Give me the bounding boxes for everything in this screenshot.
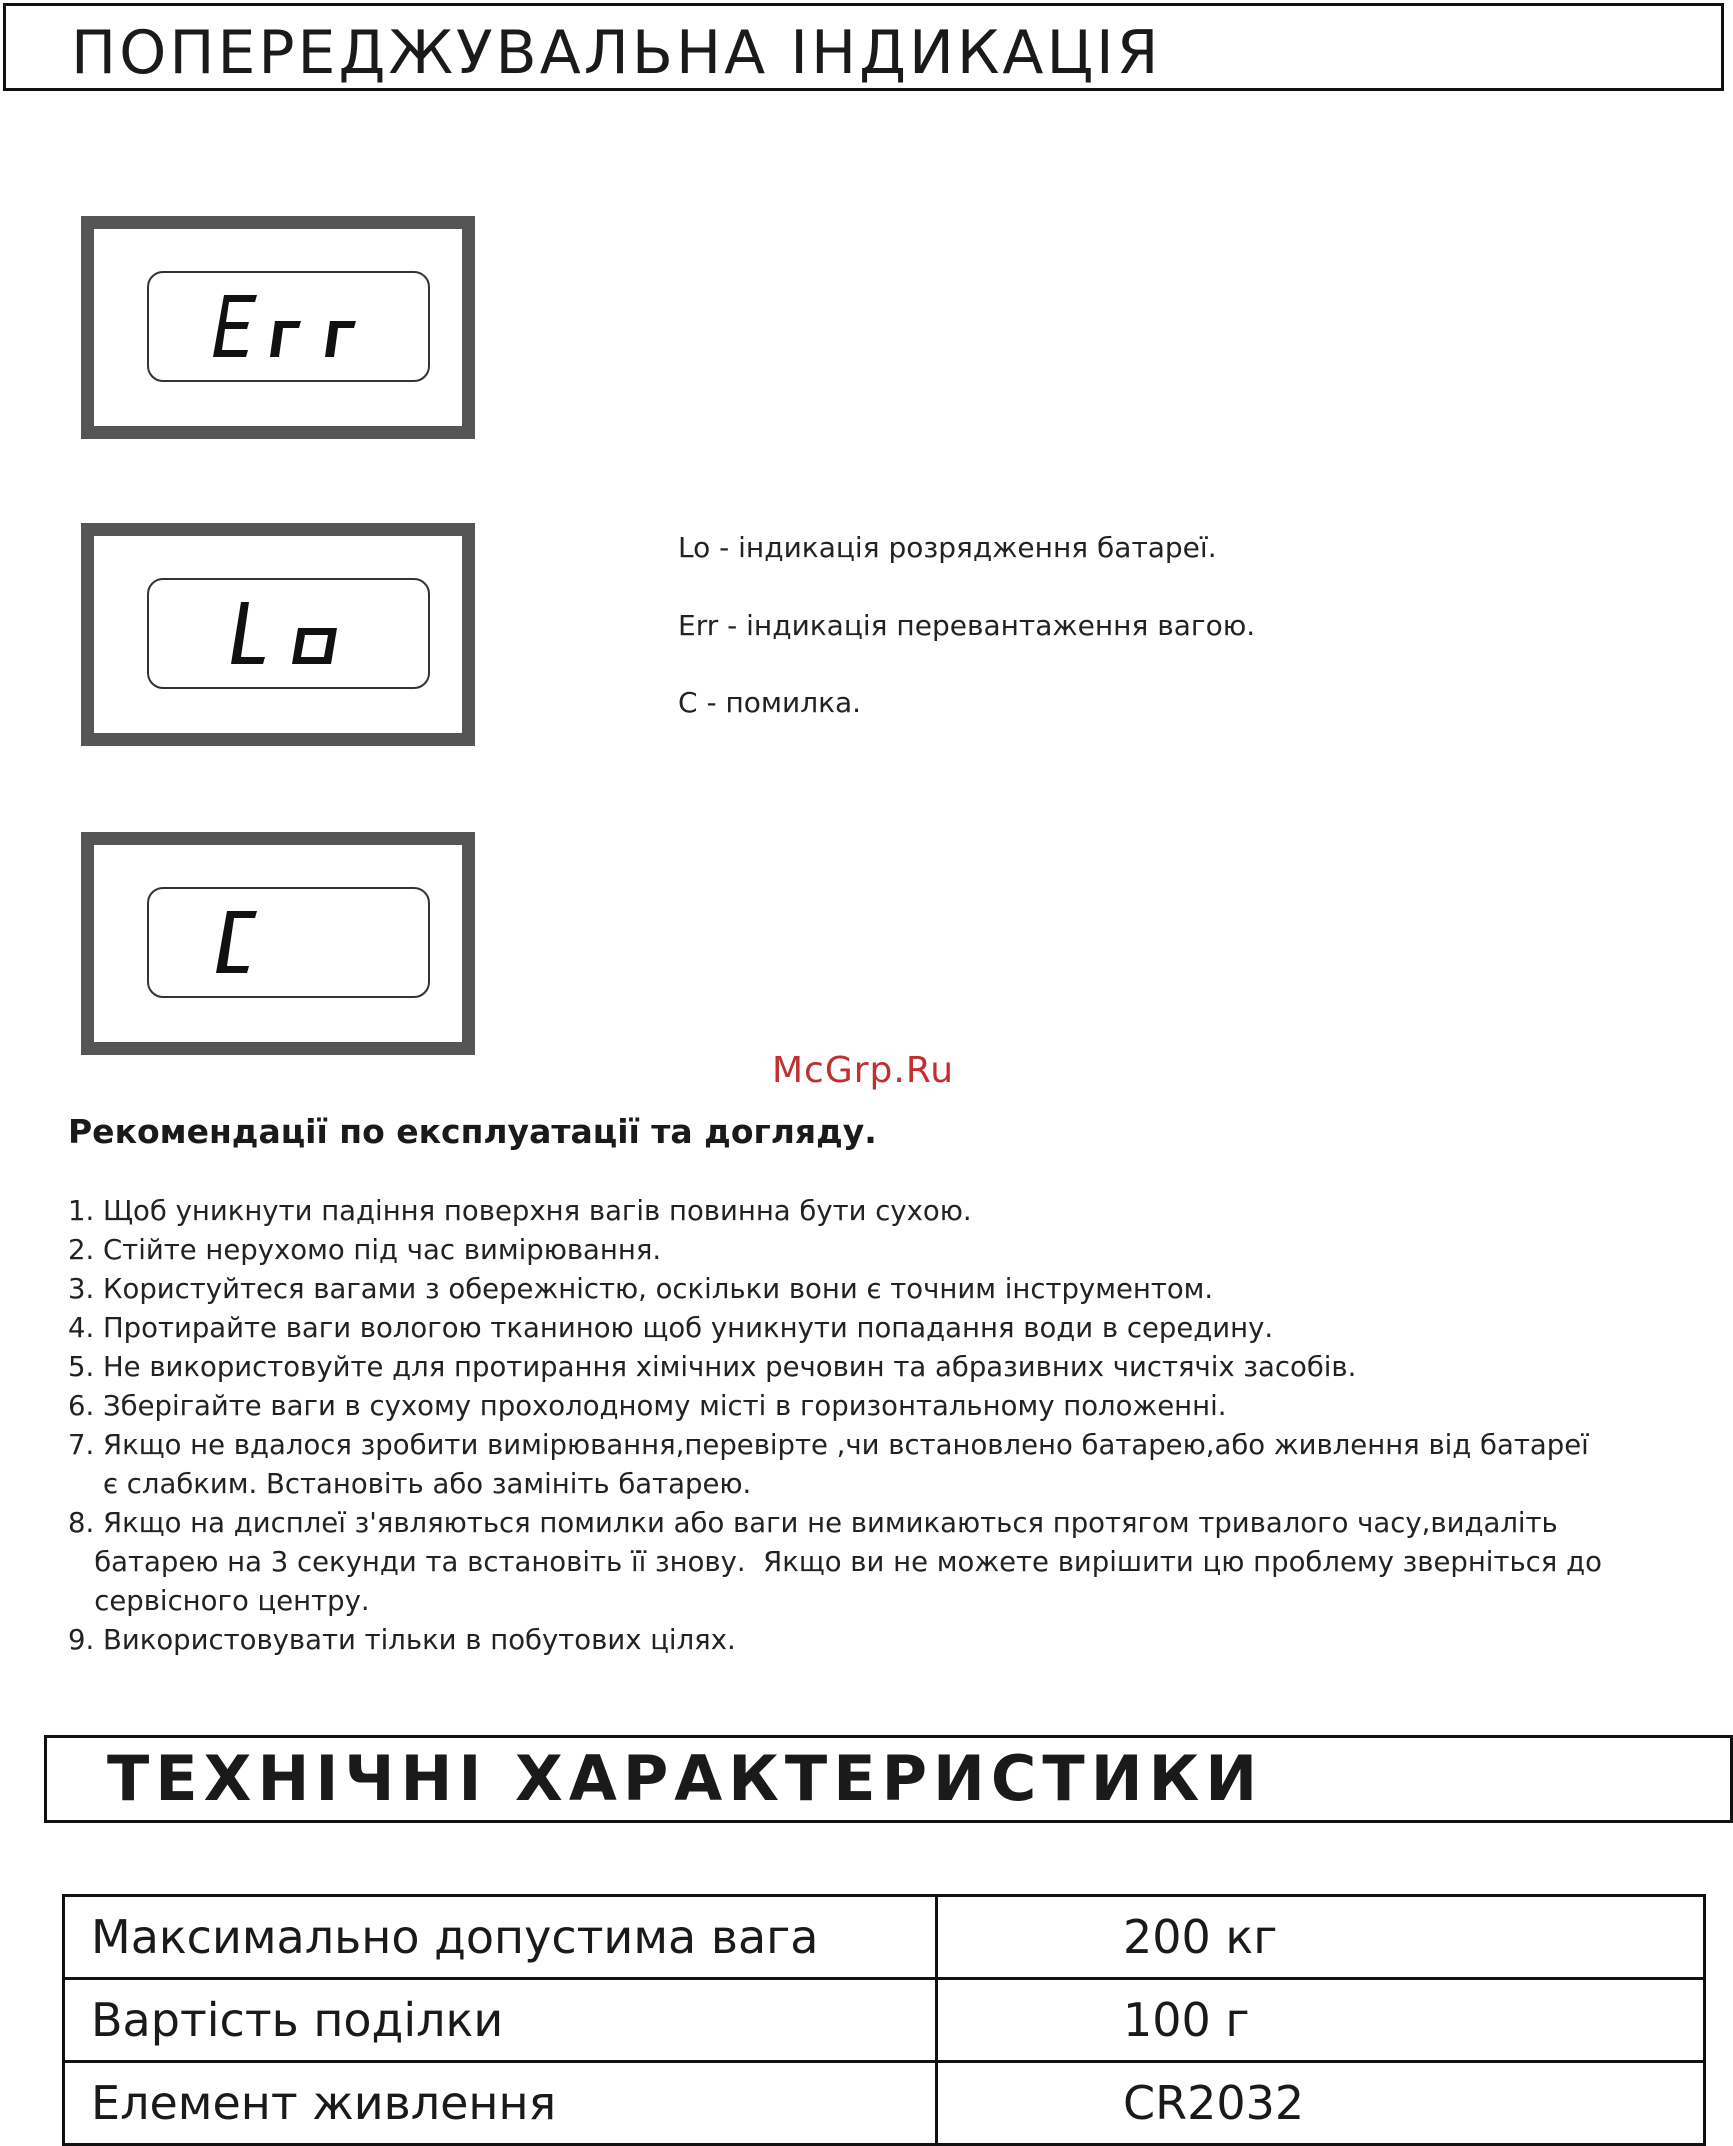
list-item: 1. Щоб уникнути падіння поверхня вагів повинна бути сухою. — [68, 1195, 972, 1227]
list-item: 6. Зберігайте ваги в сухому прохолодному місті в горизонтальному положенні. — [68, 1390, 1227, 1422]
lcd-screen — [147, 887, 430, 998]
lcd-screen — [147, 271, 430, 382]
spec-value: 200 кг — [937, 1896, 1705, 1979]
lcd-display-c — [81, 832, 475, 1055]
list-item: 5. Не використовуйте для протирання хімічних речовин та абразивних чистячіх засобів. — [68, 1351, 1357, 1383]
specs-table — [62, 1894, 1706, 2146]
list-item: 9. Використовувати тільки в побутових цілях. — [68, 1624, 736, 1656]
list-item: 2. Стійте нерухомо під час вимірювання. — [68, 1234, 662, 1266]
list-item: є слабким. Встановіть або замініть батарею. — [68, 1468, 752, 1500]
lcd-display-lo — [81, 523, 475, 746]
spec-value: 100 г — [937, 1979, 1705, 2062]
spec-label: Максимально допустима вага — [64, 1896, 937, 1979]
specs-title: ТЕХНІЧНІ ХАРАКТЕРИСТИКИ — [107, 1742, 1264, 1815]
table-row — [64, 1896, 1705, 1979]
spec-label: Вартість поділки — [64, 1979, 937, 2062]
segment-code-c — [149, 889, 432, 1000]
segment-code-err — [149, 273, 432, 384]
spec-value: CR2032 — [937, 2062, 1705, 2145]
lcd-screen — [147, 578, 430, 689]
specs-header-box — [44, 1735, 1733, 1823]
header-box — [3, 3, 1724, 91]
table-row — [64, 1979, 1705, 2062]
list-item: 8. Якщо на дисплеї з'являються помилки або ваги не вимикаються протягом тривалого часу,видаліть — [68, 1507, 1558, 1539]
list-item: батарею на 3 секунди та встановіть її знову. Якщо ви не можете вирішити цю проблему зверніться до — [68, 1546, 1602, 1578]
legend-lo: Lo - індикація розрядження батареї. — [678, 531, 1217, 564]
page-title: ПОПЕРЕДЖУВАЛЬНА ІНДИКАЦІЯ — [71, 18, 1162, 88]
list-item: 4. Протирайте ваги вологою тканиною щоб уникнути попадання води в середину. — [68, 1312, 1274, 1344]
watermark: McGrp.Ru — [772, 1050, 955, 1091]
segment-code-lo — [149, 580, 432, 691]
list-item: сервісного центру. — [68, 1585, 370, 1617]
spec-label: Елемент живлення — [64, 2062, 937, 2145]
lcd-display-err — [81, 216, 475, 439]
list-item: 7. Якщо не вдалося зробити вимірювання,перевірте ,чи встановлено батарею,або живлення від батареї — [68, 1429, 1589, 1461]
table-row — [64, 2062, 1705, 2145]
legend-c: C - помилка. — [678, 686, 862, 719]
recommendations-heading: Рекомендації по експлуатації та догляду. — [68, 1112, 877, 1151]
list-item: 3. Користуйтеся вагами з обережністю, оскільки вони є точним інструментом. — [68, 1273, 1214, 1305]
legend-err: Err - індикація перевантаження вагою. — [678, 609, 1256, 642]
